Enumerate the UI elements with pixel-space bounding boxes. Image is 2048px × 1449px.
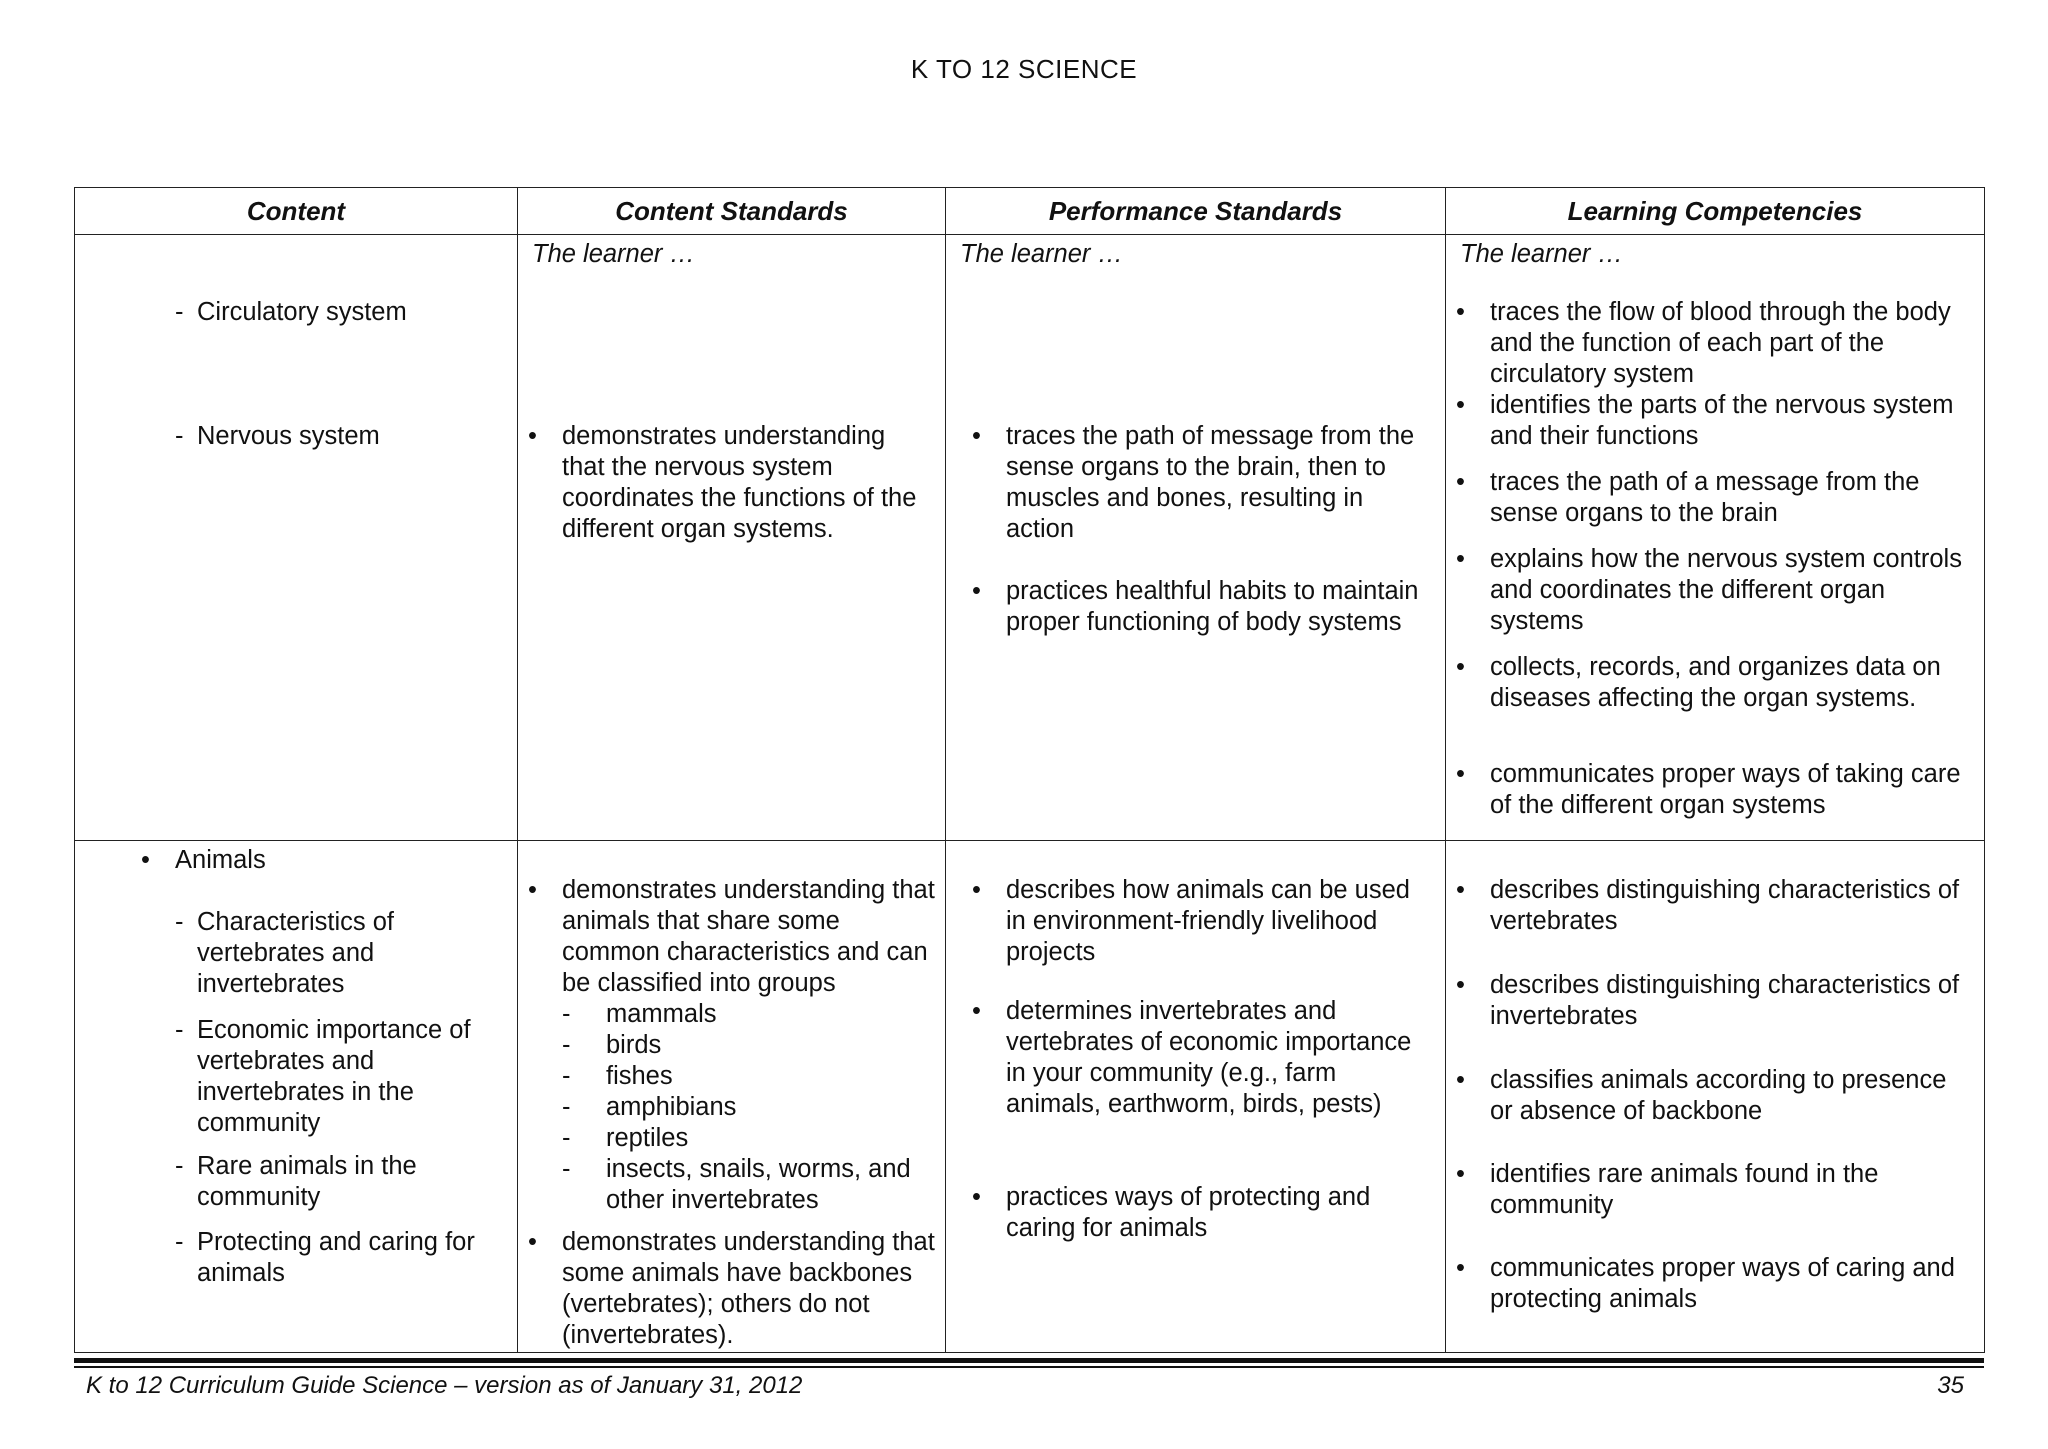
bullet-icon: • xyxy=(1456,1254,1465,1282)
list-item: - insects, snails, worms, and other invertebrates xyxy=(562,1155,911,1214)
content-cell xyxy=(75,235,518,841)
bullet-icon: • xyxy=(972,876,981,904)
group-list xyxy=(518,999,938,1216)
learning-competencies-cell xyxy=(1446,235,1985,841)
list-item: • demonstrates understanding that the nervous system coordinates the functions of the different organ systems. xyxy=(528,422,917,543)
list-item: • traces the path of message from the sense organs to the brain, then to muscles and bones, resulting in action xyxy=(972,422,1415,543)
column-header-content: Content xyxy=(75,188,518,235)
list-item: • determines invertebrates and vertebrates of economic importance in your community (e.g., farm animals, earthworm, birds, pests) xyxy=(972,997,1412,1118)
page-number: 35 xyxy=(1937,1372,1964,1399)
content-standards-cell xyxy=(518,235,946,841)
list-item: • demonstrates understanding that some animals have backbones (vertebrates); others do not (invertebrates). xyxy=(528,1228,935,1349)
bullet-icon: • xyxy=(1456,1160,1465,1188)
bullet-icon: • xyxy=(972,1183,981,1211)
content-item: - Circulatory system xyxy=(175,298,407,326)
bullet-icon: • xyxy=(1456,653,1465,681)
list-item: - fishes xyxy=(562,1062,673,1090)
footer-text: K to 12 Curriculum Guide Science – version as of January 31, 2012 xyxy=(86,1372,803,1399)
page-header: K TO 12 SCIENCE xyxy=(910,54,1138,84)
column-header-performance-standards: Performance Standards xyxy=(946,188,1446,235)
list-item: • describes how animals can be used in environment-friendly livelihood projects xyxy=(972,876,1410,966)
bullet-icon: • xyxy=(141,846,150,874)
content-heading: • Animals xyxy=(141,846,266,874)
bullet-icon: • xyxy=(1456,1066,1465,1094)
content-cell xyxy=(75,841,518,1353)
content-item: - Characteristics of vertebrates and invertebrates xyxy=(175,908,394,998)
list-item: • demonstrates understanding that animals that share some common characteristics and can be classified into groups xyxy=(528,876,935,997)
table-header-row xyxy=(75,188,1985,235)
list-item: • traces the path of a message from the sense organs to the brain xyxy=(1456,468,1920,527)
content-item: - Nervous system xyxy=(175,422,380,450)
list-item: • describes distinguishing characteristics of invertebrates xyxy=(1456,971,1960,1030)
performance-standards-cell xyxy=(946,235,1446,841)
bullet-icon: • xyxy=(972,577,981,605)
footer-divider-thin xyxy=(74,1366,1984,1368)
column-header-learning-competencies: Learning Competencies xyxy=(1446,188,1985,235)
learner-prefix: The learner … xyxy=(960,240,1123,268)
list-item: • traces the flow of blood through the body and the function of each part of the circulatory system xyxy=(1456,298,1951,388)
learning-competencies-cell xyxy=(1446,841,1985,1353)
list-item: • practices healthful habits to maintain proper functioning of body systems xyxy=(972,577,1419,636)
list-item: • identifies rare animals found in the community xyxy=(1456,1160,1879,1219)
bullet-icon: • xyxy=(1456,545,1465,573)
bullet-icon: • xyxy=(1456,876,1465,904)
list-item: • classifies animals according to presence or absence of backbone xyxy=(1456,1066,1947,1125)
list-item: • collects, records, and organizes data on diseases affecting the organ systems. xyxy=(1456,653,1941,712)
list-item: - birds xyxy=(562,1031,662,1059)
column-header-content-standards: Content Standards xyxy=(518,188,946,235)
list-item: - amphibians xyxy=(562,1093,737,1121)
bullet-icon: • xyxy=(972,422,981,450)
list-item: • explains how the nervous system controls and coordinates the different organ systems xyxy=(1456,545,1962,635)
list-item: • communicates proper ways of caring and protecting animals xyxy=(1456,1254,1955,1313)
bullet-icon: • xyxy=(972,997,981,1025)
bullet-icon: • xyxy=(1456,760,1465,788)
content-item: - Economic importance of vertebrates and invertebrates in the community xyxy=(175,1016,471,1137)
bullet-icon: • xyxy=(1456,971,1465,999)
list-item: - mammals xyxy=(562,1000,717,1028)
content-standards-cell xyxy=(518,841,946,1353)
bullet-icon: • xyxy=(1456,391,1465,419)
bullet-icon: • xyxy=(1456,298,1465,326)
learner-prefix: The learner … xyxy=(532,240,695,268)
curriculum-table xyxy=(74,187,1985,1353)
list-item: • communicates proper ways of taking care of the different organ systems xyxy=(1456,760,1961,819)
learner-prefix: The learner … xyxy=(1460,240,1623,268)
content-item: - Rare animals in the community xyxy=(175,1152,417,1211)
list-item: - reptiles xyxy=(562,1124,689,1152)
bullet-icon: • xyxy=(528,422,537,450)
content-item: - Protecting and caring for animals xyxy=(175,1228,475,1287)
footer-divider-thick xyxy=(74,1358,1984,1363)
list-item: • identifies the parts of the nervous system and their functions xyxy=(1456,391,1954,450)
performance-standards-cell xyxy=(946,841,1446,1353)
bullet-icon: • xyxy=(1456,468,1465,496)
table-row xyxy=(75,235,1985,841)
bullet-icon: • xyxy=(528,1228,537,1256)
list-item: • describes distinguishing characteristics of vertebrates xyxy=(1456,876,1960,935)
table-row xyxy=(75,841,1985,1353)
bullet-icon: • xyxy=(528,876,537,904)
list-item: • practices ways of protecting and caring for animals xyxy=(972,1183,1371,1242)
